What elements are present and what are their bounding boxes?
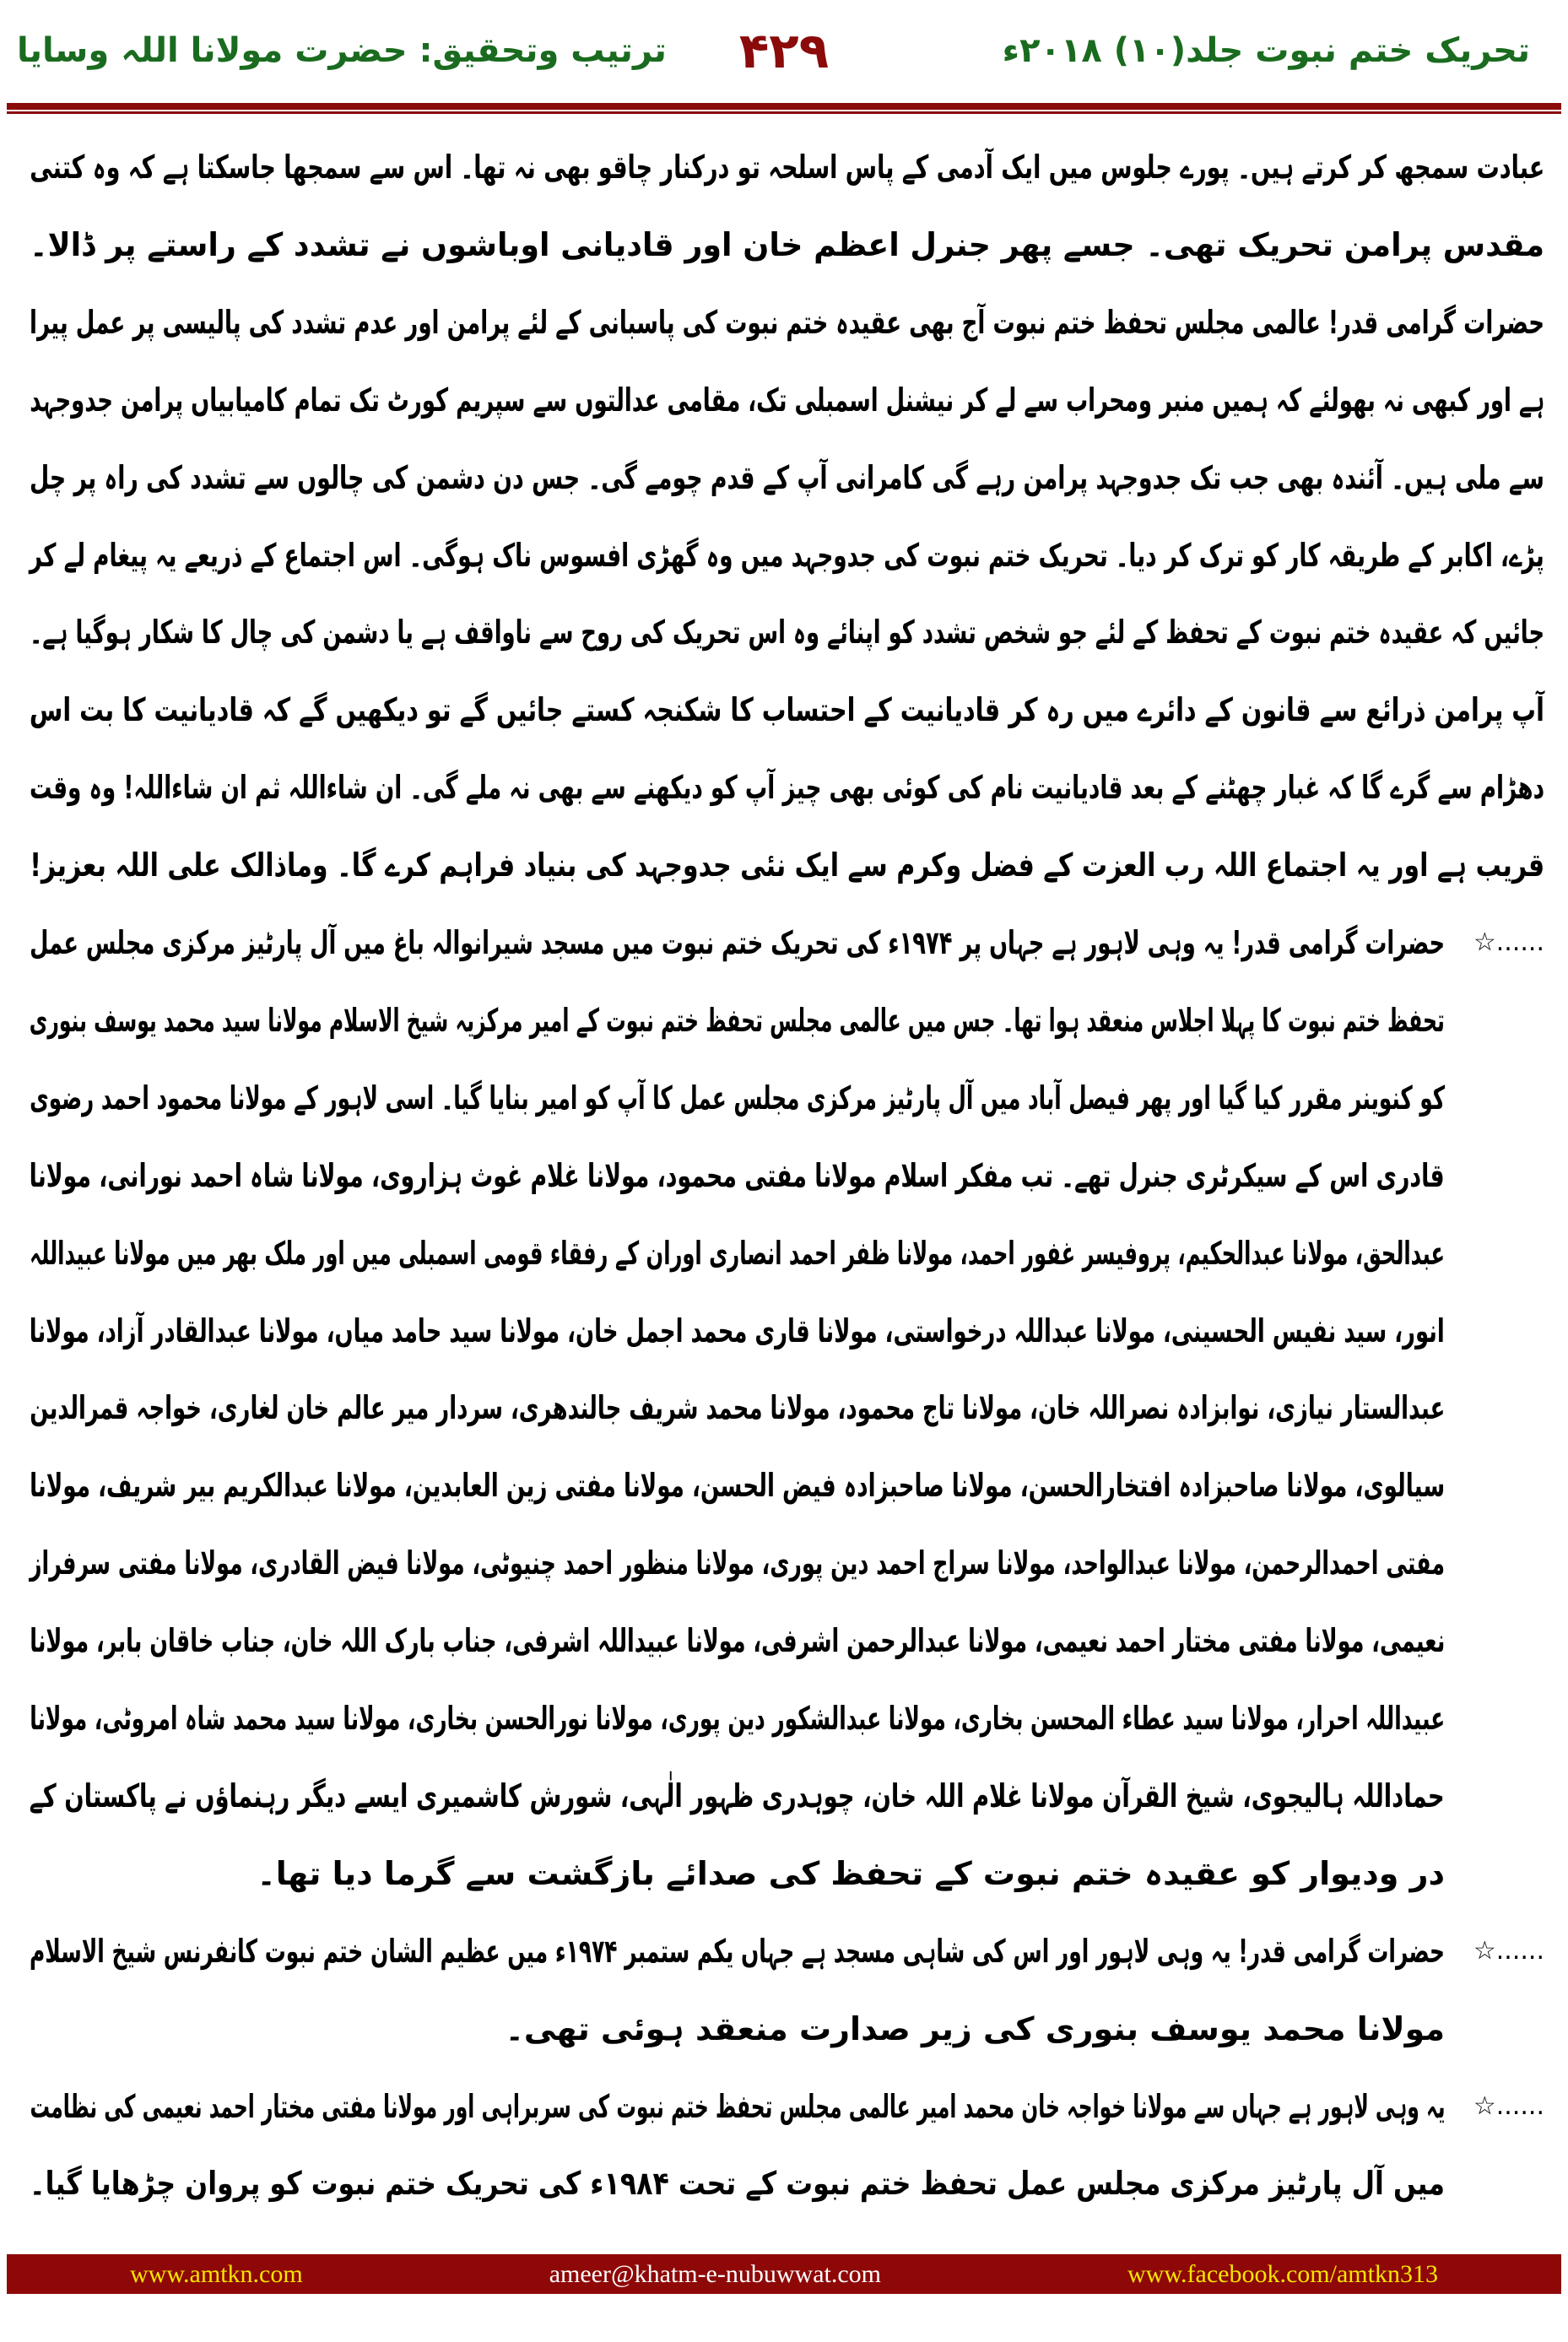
text-line-content: حضرات گرامی قدر! یہ وہی لاہور ہے جہاں پر ۱۹۷۴ء کی تحریک ختم نبوت میں مسجد شیرانوالہ باغ میں آل پارٹیز مرکزی مجلس عمل bbox=[30, 924, 1445, 961]
text-line-content: مقدس پرامن تحریک تھی۔ جسے پھر جنرل اعظم خان اور قادیانی اوباشوں نے تشدد کے راستے پر ڈالا۔ bbox=[30, 225, 1544, 263]
text-line-content: میں آل پارٹیز مرکزی مجلس عمل تحفظ ختم نبوت کے تحت ۱۹۸۴ء کی تحریک ختم نبوت کو پروان چڑھایا گیا۔ bbox=[30, 2165, 1445, 2203]
footer-email-link[interactable]: ameer@khatm-e-nubuwwat.com bbox=[549, 2259, 881, 2288]
text-line-content: کو کنوینر مقرر کیا گیا اور پھر فیصل آباد میں آل پارٹیز مرکزی مجلس عمل کا آپ کو امیر بنایا گیا۔ اسی لاہور کے مولانا محمود احمد رضوی bbox=[30, 1079, 1445, 1117]
text-line bbox=[0, 1912, 1445, 1990]
text-line-content: انور، سید نفیس الحسینی، مولانا عبداللہ درخواستی، مولانا قاری محمد اجمل خان، مولانا سید حامد میاں، مولانا عبدالقادر آزاد، مولانا bbox=[30, 1312, 1445, 1349]
bullet-marker: ☆...... bbox=[1473, 928, 1544, 957]
text-line-content: قادری اس کے سیکرٹری جنرل تھے۔ تب مفکر اسلام مولانا مفتی محمود، مولانا غلام غوث ہزاروی، مولانا شاہ احمد نورانی، مولانا bbox=[30, 1156, 1445, 1194]
text-line bbox=[0, 1137, 1445, 1214]
text-line bbox=[0, 128, 1544, 206]
text-line bbox=[0, 1292, 1445, 1370]
text-line bbox=[0, 1679, 1445, 1757]
text-line bbox=[0, 904, 1445, 982]
text-line-content: پڑے، اکابر کے طریقہ کار کو ترک کر دیا۔ تحریک ختم نبوت کی جدوجہد میں وہ گھڑی افسوس ناک ہوگی۔ اس اجتماع کے ذریعے یہ پیغام لے کر bbox=[29, 536, 1544, 574]
page-number: ۴۲۹ bbox=[738, 22, 830, 79]
text-line-content: سے ملی ہیں۔ آئندہ بھی جب تک جدوجہد پرامن رہے گی کامرانی آپ کے قدم چومے گی۔ جس دن دشمن کی چالوں سے تشدد کی راہ پر چل bbox=[30, 458, 1544, 496]
text-line bbox=[0, 284, 1544, 361]
text-line-content: مولانا محمد یوسف بنوری کی زیر صدارت منعقد ہوئی تھی۔ bbox=[505, 2009, 1445, 2047]
text-line bbox=[0, 671, 1544, 749]
text-line-content: جائیں کہ عقیدہ ختم نبوت کے تحفظ کے لئے جو شخص تشدد کو اپنائے وہ اس تحریک کی روح سے ناواقف ہے یا دشمن کی چال کا شکار ہوگیا ہے۔ bbox=[30, 614, 1544, 652]
text-line-content: ہے اور کبھی نہ بھولئے کہ ہمیں منبر ومحراب سے لے کر نیشنل اسمبلی تک، مقامی عدالتوں سے سپریم کورٹ تک تمام کامیابیاں پرامن جدوجہد bbox=[30, 381, 1544, 419]
text-line bbox=[0, 206, 1544, 284]
text-line bbox=[0, 1369, 1445, 1447]
text-line-content: آپ پرامن ذرائع سے قانون کے دائرے میں رہ کر قادیانیت کے احتساب کا شکنجہ کستے جائیں گے تو دیکھیں گے کہ قادیانیت کا بت اس bbox=[30, 691, 1544, 729]
text-line-content: عبیداللہ احرار، مولانا سید عطاء المحسن بخاری، مولانا عبدالشکور دین پوری، مولانا نورالحسن بخاری، مولانا سید محمد شاہ امروٹی، مولانا bbox=[30, 1700, 1445, 1737]
text-line-content: حضرات گرامی قدر! عالمی مجلس تحفظ ختم نبوت آج بھی عقیدہ ختم نبوت کی پاسبانی کے لئے پرامن اور عدم تشدد کی پالیسی پر عمل پیرا bbox=[29, 303, 1544, 341]
bullet-marker: ☆...... bbox=[1473, 2090, 1544, 2121]
text-line bbox=[0, 1447, 1445, 1524]
text-line-content: یہ وہی لاہور ہے جہاں سے مولانا خواجہ خان محمد امیر عالمی مجلس تحفظ ختم نبوت کی سربراہی اور مولانا مفتی مختار احمد نعیمی کی نظامت bbox=[30, 2087, 1445, 2125]
book-title: تحریک ختم نبوت جلد(۱۰) ۲۰۱۸ء bbox=[1002, 31, 1530, 70]
text-line bbox=[0, 1059, 1445, 1137]
text-line bbox=[0, 1524, 1445, 1602]
page-body bbox=[30, 0, 1544, 2228]
text-line bbox=[0, 361, 1544, 439]
text-line bbox=[0, 593, 1544, 671]
footer-bar bbox=[7, 2254, 1561, 2294]
text-line bbox=[0, 982, 1445, 1059]
text-line bbox=[0, 439, 1544, 517]
footer-facebook-link[interactable]: www.facebook.com/amtkn313 bbox=[1127, 2259, 1438, 2288]
text-line bbox=[0, 1214, 1445, 1292]
text-line bbox=[0, 826, 1544, 904]
bullet-marker: ☆...... bbox=[1473, 1935, 1544, 1966]
text-line bbox=[0, 1757, 1445, 1835]
text-line bbox=[0, 517, 1544, 594]
footer-website-link[interactable]: www.amtkn.com bbox=[130, 2259, 303, 2288]
text-line-content: در ودیوار کو عقیدہ ختم نبوت کے تحفظ کی صدائے بازگشت سے گرما دیا تھا۔ bbox=[257, 1854, 1445, 1892]
text-line-content: سیالوی، مولانا صاحبزادہ افتخارالحسن، مولانا صاحبزادہ فیض الحسن، مولانا مفتی زین العابدین، مولانا عبدالکریم بیر شریف، مولانا bbox=[30, 1467, 1445, 1505]
text-line-content: دھڑام سے گرے گا کہ غبار چھٹنے کے بعد قادیانیت نام کی کوئی بھی چیز آپ کو دیکھنے سے بھی نہ ملے گی۔ ان شاءاللہ ثم ان شاءاللہ! وہ وقت bbox=[30, 769, 1544, 807]
text-line bbox=[0, 2068, 1445, 2145]
text-line-content: تحفظ ختم نبوت کا پہلا اجلاس منعقد ہوا تھا۔ جس میں عالمی مجلس تحفظ ختم نبوت کے امیر مرکزیہ شیخ الاسلام مولانا سید محمد یوسف بنوری bbox=[30, 1001, 1445, 1039]
text-line bbox=[506, 1990, 1445, 2068]
text-line bbox=[0, 2145, 1445, 2222]
text-line-content: مفتی احمدالرحمن، مولانا عبدالواحد، مولانا سراج احمد دین پوری، مولانا منظور احمد چنیوٹی، مولانا فیض القادری، مولانا مفتی سرفراز bbox=[30, 1544, 1445, 1582]
text-line-content: عبدالستار نیازی، نوابزادہ نصراللہ خان، مولانا تاج محمود، مولانا محمد شریف جالندھری، سردار میر عالم خان لغاری، خواجہ قمرالدین bbox=[30, 1389, 1445, 1427]
text-line-content: نعیمی، مولانا مفتی مختار احمد نعیمی، مولانا عبدالرحمن اشرفی، مولانا عبیداللہ اشرفی، جناب بارک اللہ خان، جناب خاقان بابر، مولانا bbox=[30, 1622, 1445, 1660]
text-line bbox=[0, 1602, 1445, 1679]
text-line-content: حضرات گرامی قدر! یہ وہی لاہور اور اس کی شاہی مسجد ہے جہاں یکم ستمبر ۱۹۷۴ء میں عظیم الشان ختم نبوت کانفرنس شیخ الاسلام bbox=[30, 1932, 1445, 1970]
text-line-content: قریب ہے اور یہ اجتماع اللہ رب العزت کے فضل وکرم سے ایک نئی جدوجہد کی بنیاد فراہم کرے گا۔ وماذالک علی اللہ بعزیز! bbox=[30, 846, 1544, 884]
text-line-content: حماداللہ ہالیجوی، شیخ القرآن مولانا غلام اللہ خان، چوہدری ظہور الٰہی، شورش کاشمیری ایسے دیگر رہنماؤں نے پاکستان کے bbox=[30, 1777, 1445, 1815]
text-line bbox=[257, 1835, 1445, 1912]
text-line-content: عبادت سمجھ کر کرتے ہیں۔ پورے جلوس میں ایک آدمی کے پاس اسلحہ تو درکنار چاقو بھی نہ تھا۔ اس سے سمجھا جاسکتا ہے کہ وہ کتنی bbox=[30, 149, 1544, 186]
text-line bbox=[0, 749, 1544, 826]
compiler-credit: ترتیب وتحقیق: حضرت مولانا اللہ وسایا bbox=[17, 31, 667, 70]
text-line-content: عبدالحق، مولانا عبدالحکیم، پروفیسر غفور احمد، مولانا ظفر احمد انصاری اوران کے رفقاء قومی اسمبلی میں اور ملک بھر میں مولانا عبیداللہ bbox=[30, 1234, 1445, 1272]
